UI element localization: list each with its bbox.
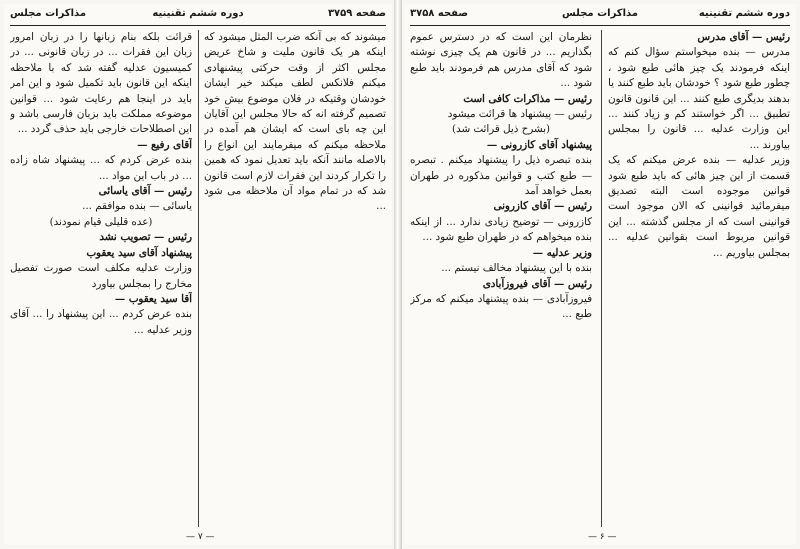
page-number: صفحه ۳۷۵۸ xyxy=(410,8,469,19)
paragraph: وزیر عدلیه — بنده عرض میکنم که یک قسمت از این چیز هائی که باید طبع شود قوانین موجوده است البته تصدیق میفرمائید قوانینی که الان موجود است قوانینی است که از مجلس گذشته ... این قوانین مربوط است بقوانین عدلیه ... بمجلس بیاوریم ... xyxy=(608,154,790,259)
page-number: صفحه ۳۷۵۹ xyxy=(327,8,386,19)
paragraph: نظرمان این است که در دسترس عموم بگذاریم ... در قانون هم یک چیزی نوشته شود که آقای مدرس هم فرمودند باید طبع شود ... xyxy=(410,31,592,90)
column-divider xyxy=(198,30,199,527)
speaker-line: رئیس — تصویب نشد xyxy=(99,231,192,244)
left-page xyxy=(4,4,392,545)
page-footer: — ۶ — xyxy=(588,532,617,542)
book-gutter xyxy=(394,0,402,549)
paragraph: وزارت عدلیه مکلف است صورت تفصیل مخارج را بمجلس بیاورد xyxy=(10,262,192,290)
paragraph: بنده با این پیشنهاد مخالف نیستم ... xyxy=(441,262,592,275)
paragraph: رئیس — پیشنهاد ها قرائت میشود xyxy=(447,108,592,121)
right-page-header xyxy=(410,8,790,24)
right-page-right-column xyxy=(608,30,790,527)
session-title: دوره ششم تقنینیه xyxy=(698,8,790,19)
right-page-left-column xyxy=(410,30,592,527)
paragraph: بنده تبصره ذیل را پیشنهاد میکنم . تبصره — طبع کتب و قوانین مذکوره در طهران بعمل خواهد آمد xyxy=(410,154,592,198)
speaker-line: رئیس — آقای فیروزآبادی xyxy=(482,277,592,290)
stage-note: (عده قلیلی قیام نمودند) xyxy=(49,215,153,228)
speaker-line: وزیر عدلیه — xyxy=(532,246,592,259)
paragraph: قرائت بلکه بنام زبانها را در زبان امرور زبان این فقرات ... در زبان قانونی ... در کمیسیون عدلیه گفته شد که با ملاحظه اینکه این قانون باید تکمیل شود و این امر باید در اینجا هم رعایت شود ... قوانین موضوعه مملکت باید بزبان فارسی باشد و این اصطلاحات خارجی باید حذف گردد ... xyxy=(10,31,192,136)
paragraph: فیروزآبادی — بنده پیشنهاد میکنم که مرکز طبع ... xyxy=(410,292,592,321)
speaker-line: پیشنهاد آقای کازرونی — xyxy=(486,138,592,151)
speaker-line: آقای رفیع — xyxy=(137,138,192,151)
paragraph: مدرس — بنده میخواستم سؤال کنم که اینکه فرمودند یک چیز هائی طبع شود ، چطور طبع شود ؟ خودشان باید طبع کنند یا بدهند بدیگری طبع کنند ... این قانون قانون تطبیق ... اگر خواستند کم و زیاد کنند ... این وزارت عدلیه ... قانون را بمجلس بیاورند ... xyxy=(608,46,790,151)
publication-title: مذاکرات مجلس xyxy=(10,8,87,19)
page-footer: — ۷ — xyxy=(186,532,215,542)
header-rule xyxy=(10,25,386,26)
speaker-line: رئیس — آقای یاسائی xyxy=(98,185,192,198)
speaker-line: پیشنهاد آقای سید یعقوب xyxy=(86,246,192,259)
paragraph: یاسائی — بنده موافقم ... xyxy=(82,200,192,213)
paragraph: میشوند که بی آنکه ضرب المثل میشود که اینکه هر یک قانون ملیت و شاخ عریض مجلس اکثر از وقت حرکتی پیشنهادی میکنم فلانکس لطف میکند خیر ایشان خودشان وقتیکه در فلان موضوع بیش خود تصمیم گرفته انه که حالا مجلس این آقایان این چه بای است که ایشان هم آمده در ملاحظه میکنم که میفرمایند این انواع را بالاصله مانند آنکه باید تعدیل نمود که همین را تکرار کردند این فقرات لازم است قانون شد که در تمام مواد آن ملاحظه می شود ... xyxy=(204,31,386,213)
header-rule xyxy=(410,25,790,26)
stage-note: (بشرح ذیل قرائت شد) xyxy=(452,123,550,136)
right-page xyxy=(404,4,796,545)
paragraph: بنده عرض کردم که ... پیشنهاد شاه زاده ... در باب این مواد ... xyxy=(10,154,192,182)
speaker-line: آقا سید یعقوب — xyxy=(114,292,192,305)
speaker-line: رئیس — آقای کازرونی xyxy=(493,200,592,213)
left-page-header xyxy=(10,8,386,24)
session-title: دوره ششم تقنینیه xyxy=(152,8,244,19)
speaker-line: رئیس — مذاکرات کافی است xyxy=(463,92,592,105)
publication-title: مذاکرات مجلس xyxy=(561,8,639,19)
column-divider xyxy=(601,30,602,527)
paragraph: بنده عرض کردم ... این پیشنهاد را ... آقای وزیر عدلیه ... xyxy=(10,308,192,336)
left-page-left-column xyxy=(10,30,192,527)
paragraph: کازرونی — توضیح زیادی ندارد ... از اینکه بنده میخواهم که در طهران طبع شود ... xyxy=(410,215,592,244)
left-page-right-column xyxy=(204,30,386,527)
speaker-line: رئیس — آقای مدرس xyxy=(697,31,790,43)
